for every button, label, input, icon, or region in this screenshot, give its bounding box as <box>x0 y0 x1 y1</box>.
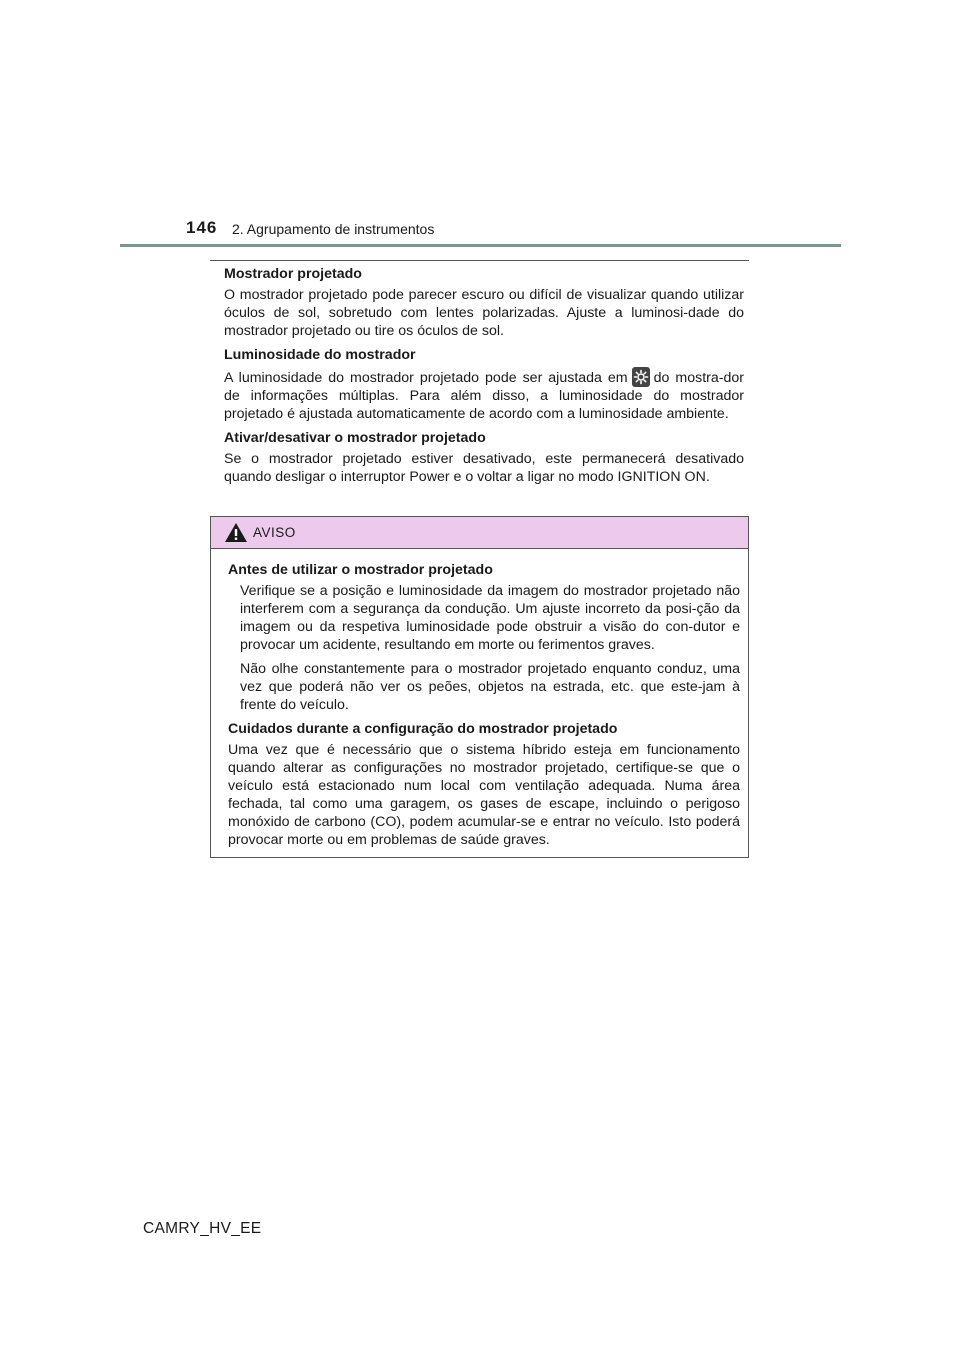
warning-triangle-icon <box>225 523 247 542</box>
warning-header <box>211 517 748 549</box>
section-text-brightness <box>224 367 744 423</box>
warning-heading-before-use: Antes de utilizar o mostrador projetado <box>228 562 493 578</box>
warning-body <box>211 549 748 849</box>
footer-doc-code: CAMRY_HV_EE <box>143 1220 262 1237</box>
warning-title: AVISO <box>253 525 296 540</box>
header-rule <box>120 244 841 247</box>
section-heading-projected-display: Mostrador projetado <box>224 266 362 282</box>
warning-paragraph: Uma vez que é necessário que o sistema híbrido esteja em funcionamento quando alterar as configurações no mostrador projetado, certifique-se que o veículo está estacionado num local com ventilação adequada. Numa área fechada, tal como uma garagem, os gases de escape, incluindo o perigoso monóxido de carbono (CO), podem acumular-se e entrar no veículo. Isto poderá provocar morte ou em problemas de saúde graves. <box>228 742 740 848</box>
warning-paragraph: Não olhe constantemente para o mostrador projetado enquanto conduz, uma vez que poderá não ver os peões, objetos na estrada, etc. que este-jam à frente do veículo. <box>240 661 740 713</box>
main-content <box>224 265 744 492</box>
content-rule <box>210 260 749 261</box>
warning-box <box>210 516 749 858</box>
section-text-toggle: Se o mostrador projetado estiver desativado, este permanecerá desativado quando desligar o interruptor Power e o voltar a ligar no modo IGNITION ON. <box>224 451 744 485</box>
section-title: 2. Agrupamento de instrumentos <box>232 221 435 237</box>
brightness-text-after: do mostra-dor de informações múltiplas. Para além disso, a luminosidade do mostrador projetado é ajustada automaticamente de acordo com a luminosidade ambiente. <box>224 370 745 422</box>
warning-heading-configuration: Cuidados durante a configuração do mostrador projetado <box>228 721 618 737</box>
warning-paragraph: Verifique se a posição e luminosidade da imagem do mostrador projetado não interferem com a segurança da condução. Um ajuste incorreto da posi-ção da imagem ou da respetiva luminosidade pode obstruir a visão do con-dutor e provocar um acidente, resultando em morte ou ferimentos graves. <box>240 583 740 653</box>
page-number: 146 <box>186 218 218 237</box>
section-text-projected-display: O mostrador projetado pode parecer escuro ou difícil de visualizar quando utilizar óculos de sol, sobretudo com lentes polarizadas. Ajuste a luminosi-dade do mostrador projetado ou tire os óculos de sol. <box>224 287 744 339</box>
section-heading-brightness: Luminosidade do mostrador <box>224 347 416 363</box>
section-heading-toggle: Ativar/desativar o mostrador projetado <box>224 430 486 446</box>
settings-gear-icon <box>632 367 650 387</box>
brightness-text-before: A luminosidade do mostrador projetado pode ser ajustada em <box>224 370 628 386</box>
